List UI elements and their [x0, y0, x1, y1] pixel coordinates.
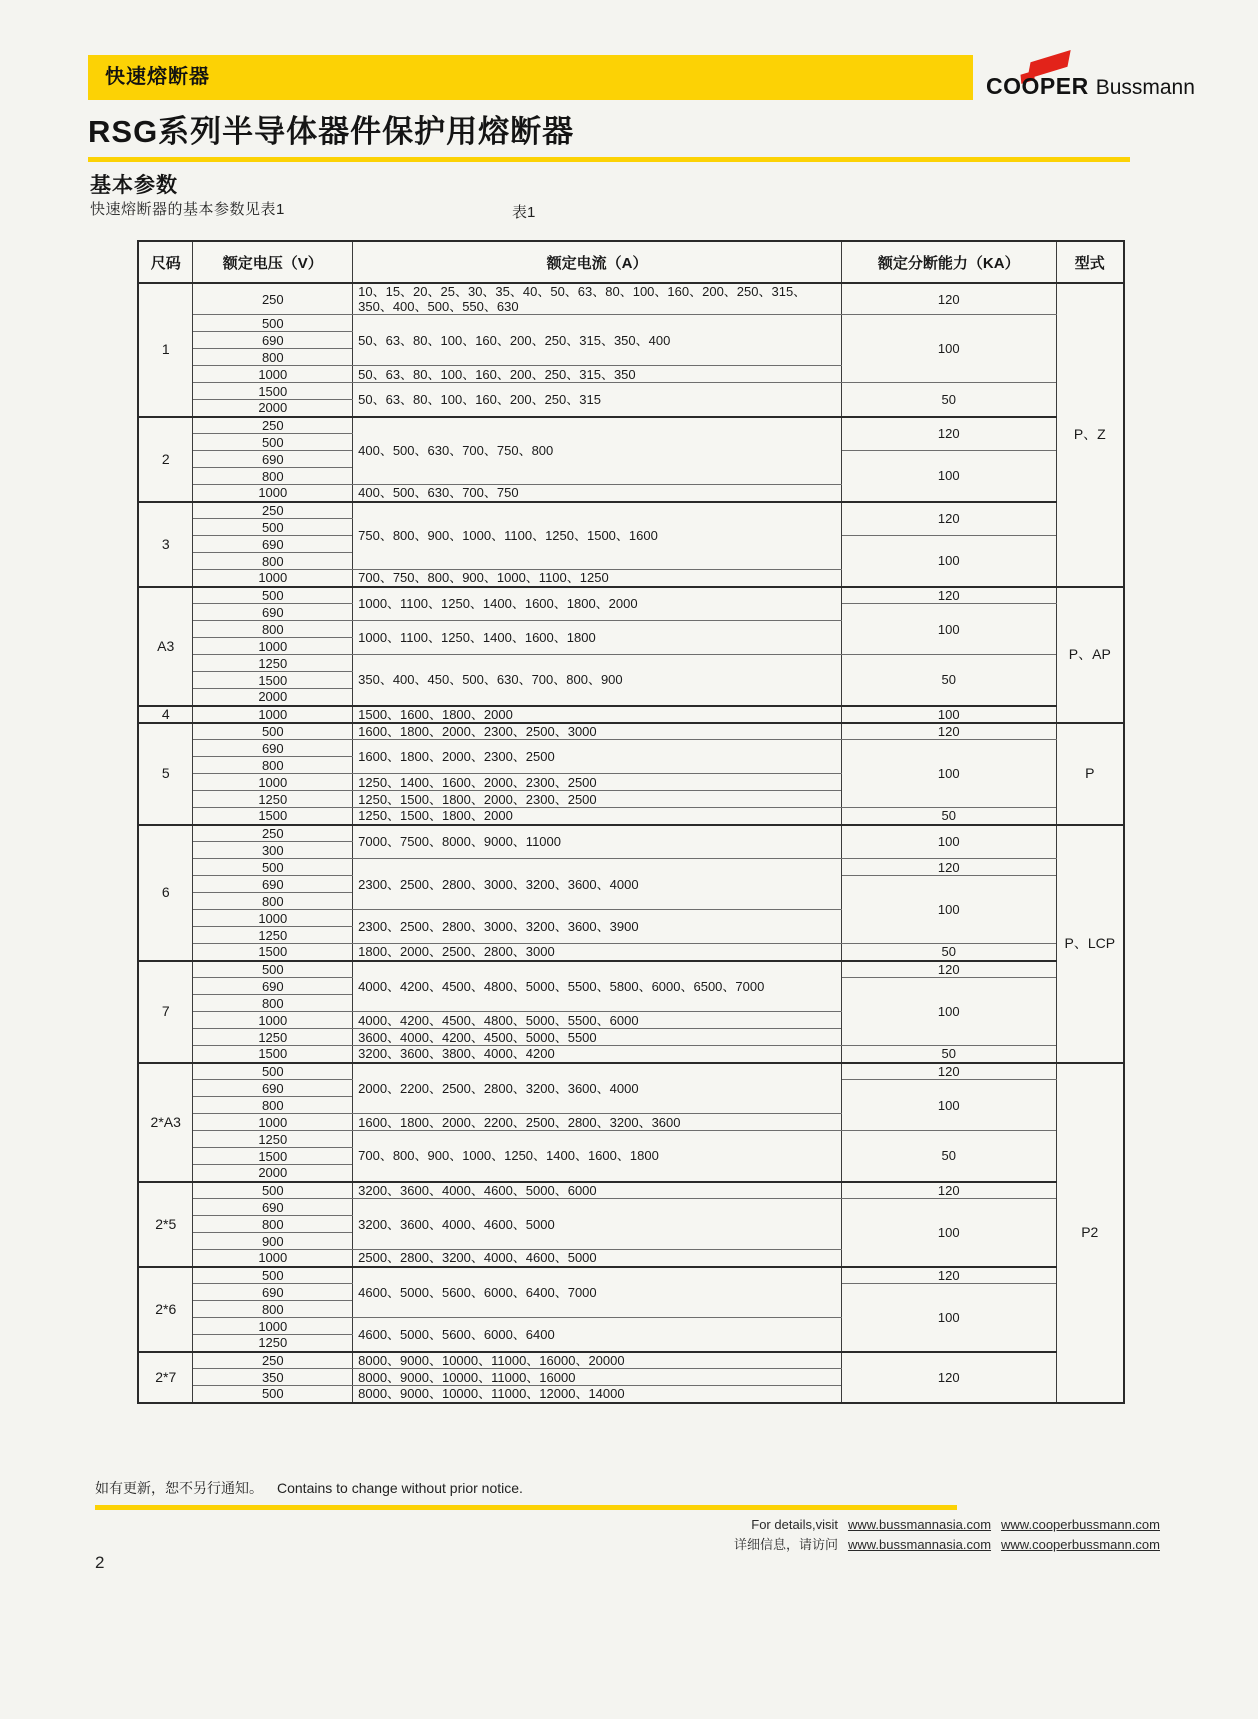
cell-voltage: 690: [193, 876, 353, 893]
cell-size: 5: [138, 723, 193, 825]
cell-size: 2: [138, 417, 193, 502]
cell-current: 4000、4200、4500、4800、5000、5500、6000: [353, 1012, 842, 1029]
cell-voltage: 2000: [193, 400, 353, 417]
cell-current: 50、63、80、100、160、200、250、315: [353, 383, 842, 417]
cell-current: 350、400、450、500、630、700、800、900: [353, 655, 842, 706]
cell-voltage: 690: [193, 978, 353, 995]
cell-voltage: 1250: [193, 1029, 353, 1046]
cell-current: 3200、3600、4000、4600、5000、6000: [353, 1182, 842, 1199]
cell-current: 1600、1800、2000、2200、2500、2800、3200、3600: [353, 1114, 842, 1131]
cell-voltage: 500: [193, 1063, 353, 1080]
cell-current: 750、800、900、1000、1100、1250、1500、1600: [353, 502, 842, 570]
cell-current: 1600、1800、2000、2300、2500: [353, 740, 842, 774]
cell-voltage: 800: [193, 1097, 353, 1114]
brand-logo: [986, 50, 1195, 102]
cell-current: 1000、1100、1250、1400、1600、1800、2000: [353, 587, 842, 621]
cell-current: 3200、3600、4000、4600、5000: [353, 1199, 842, 1250]
cell-voltage: 1000: [193, 570, 353, 587]
cell-breaking-capacity: 120: [841, 1352, 1056, 1403]
cell-voltage: 1000: [193, 638, 353, 655]
cell-breaking-capacity: 50: [841, 655, 1056, 706]
cell-breaking-capacity: 100: [841, 604, 1056, 655]
cell-voltage: 500: [193, 961, 353, 978]
col-header-breaking-capacity: 额定分断能力（KA）: [841, 241, 1056, 283]
cell-size: 1: [138, 283, 193, 417]
table-row: [138, 1267, 1124, 1284]
table-caption: 表1: [512, 204, 536, 221]
cell-voltage: 800: [193, 995, 353, 1012]
cell-type: P2: [1056, 1063, 1124, 1403]
table-row: [138, 1063, 1124, 1080]
cell-breaking-capacity: 120: [841, 859, 1056, 876]
cell-voltage: 1250: [193, 655, 353, 672]
cell-voltage: 1000: [193, 1012, 353, 1029]
table-row: [138, 502, 1124, 519]
cell-voltage: 690: [193, 451, 353, 468]
cell-breaking-capacity: 50: [841, 808, 1056, 825]
cell-breaking-capacity: 120: [841, 1063, 1056, 1080]
page-title: RSG系列半导体器件保护用熔断器: [88, 114, 575, 149]
cell-voltage: 1500: [193, 383, 353, 400]
footer-note-zh: 如有更新，恕不另行通知。: [95, 1480, 263, 1496]
table-header: [138, 241, 1124, 283]
table-row: [138, 587, 1124, 604]
cell-breaking-capacity: 100: [841, 740, 1056, 808]
cell-breaking-capacity: 100: [841, 978, 1056, 1046]
table-body: [138, 283, 1124, 1403]
cell-voltage: 350: [193, 1369, 353, 1386]
page-number: 2: [95, 1553, 105, 1572]
cell-voltage: 250: [193, 502, 353, 519]
footer-links-line-en: [734, 1515, 1160, 1535]
col-header-voltage: 额定电压（V）: [193, 241, 353, 283]
cell-size: 7: [138, 961, 193, 1063]
table-row: [138, 706, 1124, 723]
table-row: [138, 859, 1124, 876]
cell-voltage: 1000: [193, 774, 353, 791]
col-header-type: 型式: [1056, 241, 1124, 283]
cell-voltage: 500: [193, 1182, 353, 1199]
cell-size: 3: [138, 502, 193, 587]
cell-breaking-capacity: 120: [841, 417, 1056, 451]
intro-text: 快速熔断器的基本参数见表1: [90, 201, 285, 218]
cell-voltage: 500: [193, 434, 353, 451]
cell-voltage: 800: [193, 1216, 353, 1233]
cell-size: 2*5: [138, 1182, 193, 1267]
footer-note-en: Contains to change without prior notice.: [277, 1480, 523, 1496]
cell-breaking-capacity: 100: [841, 876, 1056, 944]
footer-links-prefix-en: For details,visit: [751, 1517, 838, 1532]
cell-voltage: 1000: [193, 910, 353, 927]
cell-current: 2300、2500、2800、3000、3200、3600、4000: [353, 859, 842, 910]
footer-divider-rule: [95, 1505, 957, 1510]
cell-voltage: 1250: [193, 1335, 353, 1352]
cell-voltage: 1000: [193, 366, 353, 383]
table-header-row: [138, 241, 1124, 283]
cell-breaking-capacity: 100: [841, 1284, 1056, 1352]
cell-current: 50、63、80、100、160、200、250、315、350: [353, 366, 842, 383]
cell-voltage: 1000: [193, 1114, 353, 1131]
cell-breaking-capacity: 120: [841, 961, 1056, 978]
cell-breaking-capacity: 50: [841, 944, 1056, 961]
table-row: [138, 808, 1124, 825]
cell-voltage: 900: [193, 1233, 353, 1250]
cell-current: 4600、5000、5600、6000、6400、7000: [353, 1267, 842, 1318]
link-bussmannasia-zh[interactable]: www.bussmannasia.com: [847, 1537, 992, 1552]
cell-voltage: 500: [193, 315, 353, 332]
header-banner: [88, 55, 973, 100]
cell-breaking-capacity: 50: [841, 1131, 1056, 1182]
cell-voltage: 500: [193, 1267, 353, 1284]
cell-breaking-capacity: 120: [841, 502, 1056, 536]
cell-breaking-capacity: 100: [841, 706, 1056, 723]
cell-voltage: 2000: [193, 689, 353, 706]
cell-breaking-capacity: 100: [841, 315, 1056, 383]
cell-breaking-capacity: 120: [841, 723, 1056, 740]
cell-current: 4000、4200、4500、4800、5000、5500、5800、6000、6500、7000: [353, 961, 842, 1012]
table-row: [138, 723, 1124, 740]
cell-voltage: 1500: [193, 808, 353, 825]
title-divider-rule: [88, 157, 1130, 162]
table-row: [138, 655, 1124, 672]
cell-voltage: 800: [193, 893, 353, 910]
col-header-size: 尺码: [138, 241, 193, 283]
cell-breaking-capacity: 50: [841, 1046, 1056, 1063]
cell-current: 1250、1400、1600、2000、2300、2500: [353, 774, 842, 791]
cell-current: 3200、3600、3800、4000、4200: [353, 1046, 842, 1063]
cell-current: 8000、9000、10000、11000、16000、20000: [353, 1352, 842, 1369]
cell-voltage: 1250: [193, 791, 353, 808]
cell-voltage: 690: [193, 1080, 353, 1097]
header-banner-label: 快速熔断器: [105, 66, 210, 88]
cell-voltage: 1250: [193, 1131, 353, 1148]
cell-voltage: 800: [193, 553, 353, 570]
cell-size: 6: [138, 825, 193, 961]
cell-type: P: [1056, 723, 1124, 825]
table-row: [138, 417, 1124, 434]
cell-current: 10、15、20、25、30、35、40、50、63、80、100、160、200、250、315、350、400、500、550、630: [353, 283, 842, 315]
cell-current: 7000、7500、8000、9000、11000: [353, 825, 842, 859]
cell-voltage: 690: [193, 740, 353, 757]
cell-type: P、Z: [1056, 283, 1124, 587]
params-table: [137, 240, 1125, 1404]
footer-note: [95, 1478, 523, 1498]
col-header-current: 额定电流（A）: [353, 241, 842, 283]
cell-voltage: 250: [193, 825, 353, 842]
cell-voltage: 1500: [193, 672, 353, 689]
brand-cooper-label: COOPER: [986, 73, 1089, 99]
cell-current: 1000、1100、1250、1400、1600、1800: [353, 621, 842, 655]
cell-current: 400、500、630、700、750、800: [353, 417, 842, 485]
cell-current: 50、63、80、100、160、200、250、315、350、400: [353, 315, 842, 366]
cell-current: 1250、1500、1800、2000: [353, 808, 842, 825]
cell-size: 2*6: [138, 1267, 193, 1352]
footer-links: [734, 1515, 1160, 1555]
cell-voltage: 690: [193, 1284, 353, 1301]
cell-breaking-capacity: 100: [841, 536, 1056, 587]
cell-current: 700、800、900、1000、1250、1400、1600、1800: [353, 1131, 842, 1182]
cell-current: 8000、9000、10000、11000、16000: [353, 1369, 842, 1386]
cell-voltage: 800: [193, 468, 353, 485]
cell-voltage: 690: [193, 604, 353, 621]
cell-voltage: 690: [193, 536, 353, 553]
table-row: [138, 283, 1124, 315]
link-cooperbussmann[interactable]: www.cooperbussmann.com: [1001, 1517, 1160, 1532]
cell-breaking-capacity: 120: [841, 587, 1056, 604]
cell-voltage: 2000: [193, 1165, 353, 1182]
cell-voltage: 690: [193, 332, 353, 349]
table-row: [138, 944, 1124, 961]
table-row: [138, 1352, 1124, 1369]
cell-current: 1600、1800、2000、2300、2500、3000: [353, 723, 842, 740]
cell-current: 700、750、800、900、1000、1100、1250: [353, 570, 842, 587]
table-row: [138, 961, 1124, 978]
cell-voltage: 1000: [193, 1250, 353, 1267]
cell-voltage: 500: [193, 1386, 353, 1403]
cell-voltage: 250: [193, 1352, 353, 1369]
cell-breaking-capacity: 120: [841, 1267, 1056, 1284]
cell-voltage: 1000: [193, 1318, 353, 1335]
cell-current: 1500、1600、1800、2000: [353, 706, 842, 723]
cell-current: 8000、9000、10000、11000、12000、14000: [353, 1386, 842, 1403]
cell-size: 2*7: [138, 1352, 193, 1403]
cell-size: 2*A3: [138, 1063, 193, 1182]
cell-breaking-capacity: 50: [841, 383, 1056, 417]
cell-current: 2000、2200、2500、2800、3200、3600、4000: [353, 1063, 842, 1114]
cell-voltage: 1250: [193, 927, 353, 944]
section-heading: 基本参数: [90, 174, 178, 197]
link-cooperbussmann-zh[interactable]: www.cooperbussmann.com: [1001, 1537, 1160, 1552]
table-row: [138, 1199, 1124, 1216]
link-bussmannasia[interactable]: www.bussmannasia.com: [847, 1517, 992, 1532]
table-row: [138, 825, 1124, 842]
cell-voltage: 1500: [193, 1046, 353, 1063]
table-row: [138, 383, 1124, 400]
cell-voltage: 300: [193, 842, 353, 859]
cell-breaking-capacity: 100: [841, 1199, 1056, 1267]
cell-voltage: 1500: [193, 1148, 353, 1165]
cell-voltage: 1000: [193, 706, 353, 723]
cell-voltage: 800: [193, 1301, 353, 1318]
table-row: [138, 740, 1124, 757]
cell-current: 2500、2800、3200、4000、4600、5000: [353, 1250, 842, 1267]
cell-breaking-capacity: 100: [841, 1080, 1056, 1131]
cell-size: A3: [138, 587, 193, 706]
cell-voltage: 500: [193, 859, 353, 876]
cell-type: P、LCP: [1056, 825, 1124, 1063]
brand-bussmann-label: Bussmann: [1095, 76, 1195, 99]
cell-current: 1800、2000、2500、2800、3000: [353, 944, 842, 961]
footer-links-line-zh: [734, 1535, 1160, 1555]
cell-breaking-capacity: 100: [841, 451, 1056, 502]
cell-breaking-capacity: 100: [841, 825, 1056, 859]
cell-voltage: 800: [193, 621, 353, 638]
cell-voltage: 690: [193, 1199, 353, 1216]
table-row: [138, 1046, 1124, 1063]
cell-voltage: 1000: [193, 485, 353, 502]
table-row: [138, 1182, 1124, 1199]
cell-voltage: 500: [193, 519, 353, 536]
footer-links-prefix-zh: 详细信息，请访问: [733, 1537, 838, 1552]
cell-current: 2300、2500、2800、3000、3200、3600、3900: [353, 910, 842, 944]
cell-voltage: 250: [193, 417, 353, 434]
cell-voltage: 800: [193, 757, 353, 774]
table-row: [138, 1131, 1124, 1148]
cell-current: 3600、4000、4200、4500、5000、5500: [353, 1029, 842, 1046]
cell-voltage: 500: [193, 587, 353, 604]
cell-size: 4: [138, 706, 193, 723]
cell-voltage: 800: [193, 349, 353, 366]
cell-current: 1250、1500、1800、2000、2300、2500: [353, 791, 842, 808]
cell-breaking-capacity: 120: [841, 283, 1056, 315]
cell-type: P、AP: [1056, 587, 1124, 723]
cell-voltage: 250: [193, 283, 353, 315]
cell-voltage: 500: [193, 723, 353, 740]
cell-current: 4600、5000、5600、6000、6400: [353, 1318, 842, 1352]
table-row: [138, 315, 1124, 332]
cell-breaking-capacity: 120: [841, 1182, 1056, 1199]
cell-voltage: 1500: [193, 944, 353, 961]
cell-current: 400、500、630、700、750: [353, 485, 842, 502]
parameters-table-wrap: [137, 240, 1127, 1404]
